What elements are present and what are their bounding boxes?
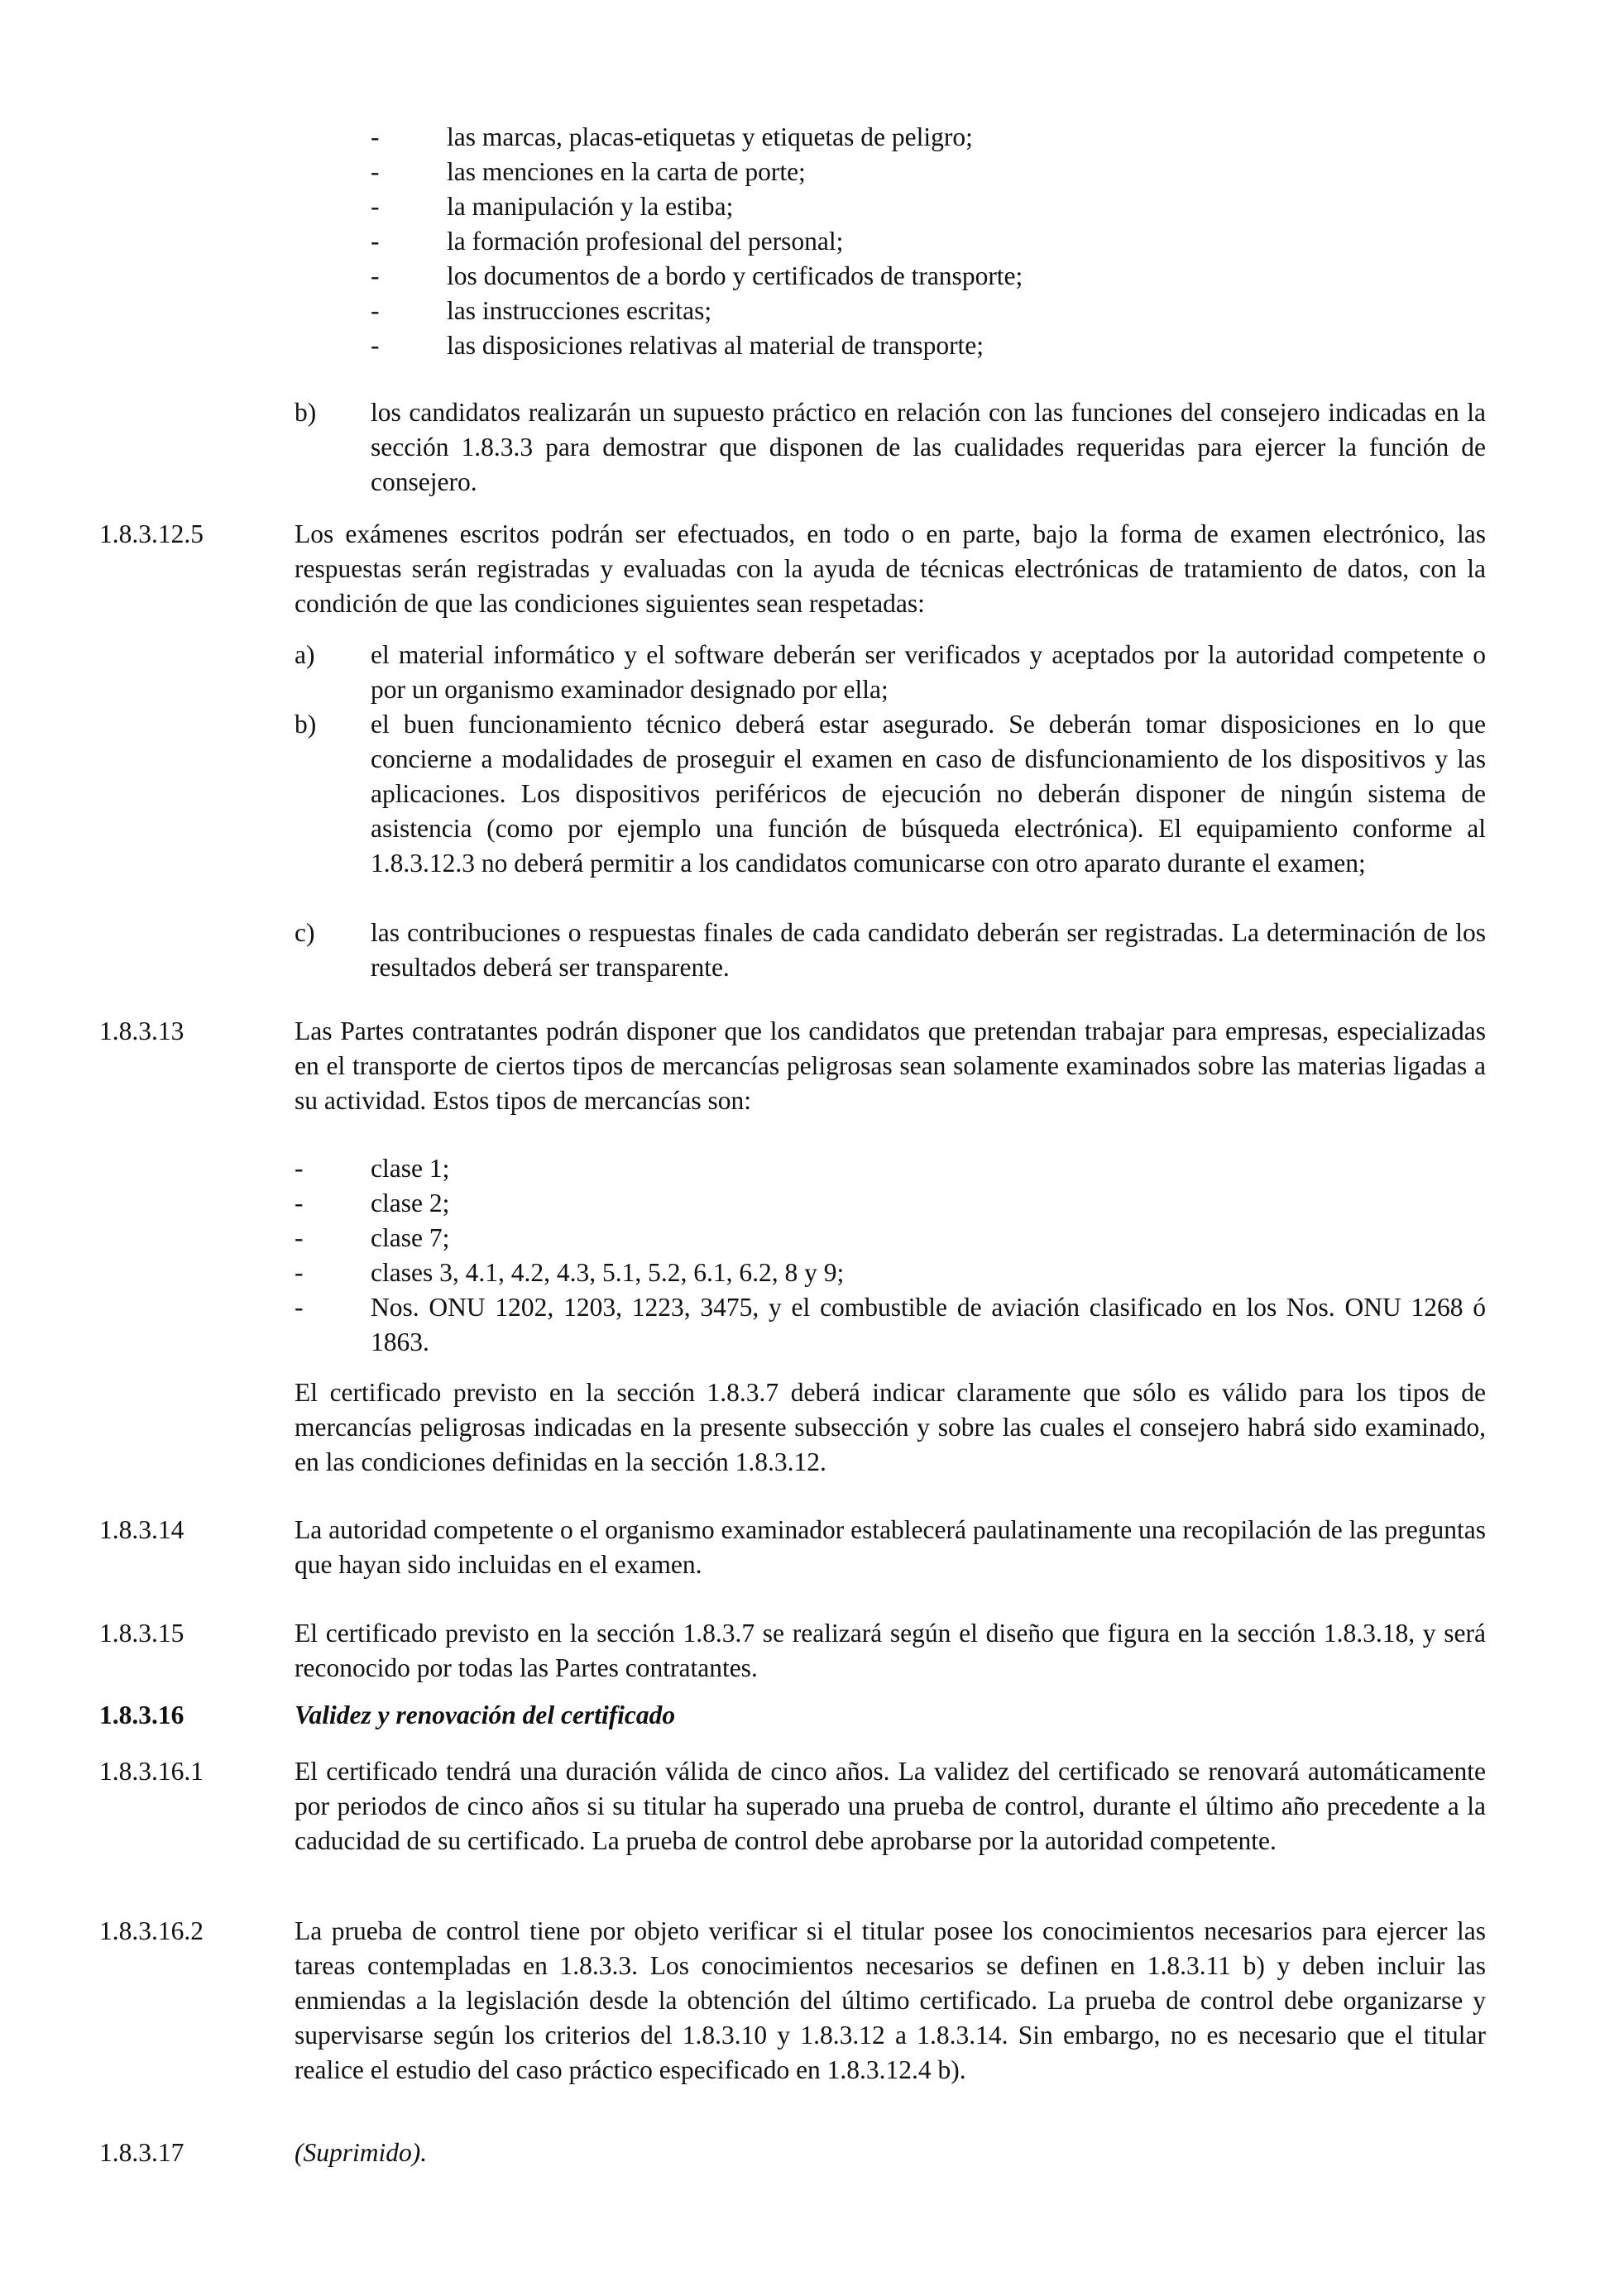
section-text: El certificado previsto en la sección 1.8.3.7 se realizará según el diseño que figura en la sección 1.8.3.18, y será reconocido por todas las Partes contratantes. [295,1619,1486,1682]
section-number: 1.8.3.13 [99,1016,184,1045]
section-text: El certificado tendrá una duración válida de cinco años. La validez del certificado se renovará automáticamente por periodos de cinco años si su titular ha superado una prueba de control, durante el último año precedente a la caducidad de su certificado. La prueba de control debe aprobarse por la autoridad competente. [295,1757,1486,1855]
section-number: 1.8.3.16.2 [99,1916,204,1945]
section-closing-text: El certificado previsto en la sección 1.8.3.7 deberá indicar claramente que sólo es válido para los tipos de mercancías peligrosas indicadas en la presente subsección y sobre las cuales el consejero habrá sido examinado, en las condiciones definidas en la sección 1.8.3.12. [295,1378,1486,1476]
bullet-dash: - [371,261,380,290]
section-number: 1.8.3.12.5 [99,519,204,548]
item-label: a) [295,640,315,669]
document-page: - las marcas, placas-etiquetas y etiquetas de peligro; - las menciones en la carta de porte; - la manipulación y la estiba; - la formación profesional del personal; - los documentos de a bordo y certificados de transporte; - las instrucciones escritas; - las disposiciones relativas al material de transporte; b) los candidatos realizarán un supuesto práctico en relación con las funciones del consejero indicadas en la sección 1.8.3.3 para demostrar que disponen de las cualidades requeridas para ejercer la función de consejero. 1.8.3.12.5 Los exámenes escritos podrán ser efectuados, en todo o en parte, bajo la forma de examen electrónico, las respuestas serán registradas y evaluadas con la ayuda de técnicas electrónicas de tratamiento de datos, con la condición de que las condiciones siguientes sean respetadas: a) el material informático y el software deberán ser verificados y aceptados por la autoridad competente o por un organismo examinador designado por ella; b) el buen funcionamiento técnico deberá estar asegurado. Se deberán tomar disposiciones en lo que concierne a modalidades de proseguir el examen en caso de disfuncionamiento de los dispositivos y las aplicaciones. Los dispositivos periféricos de ejecución no deberán disponer de ningún sistema de asistencia (como por ejemplo una función de búsqueda electrónica). El equipamiento conforme al 1.8.3.12.3 no deberá permitir a los candidatos comunicarse con otro aparato durante el examen; c) las contribuciones o respuestas finales de cada candidato deberán ser registradas. La determinación de los resultados deberá ser transparente. 1.8.3.13 Las Partes contratantes podrán disponer que los candidatos que pretendan trabajar para empresas, especializadas en el transporte de ciertos tipos de mercancías peligrosas sean solamente examinados sobre las materias ligadas a su actividad. Estos tipos de mercancías son: - clase 1; - clase 2; - clase 7; - clases 3, 4.1, 4.2, 4.3, 5.1, 5.2, 6.1, 6.2, 8 y 9; - Nos. ONU 1202, 1203, 1223, 3475, y el combustible de aviación clasificado en los Nos. ONU 1268 ó 1863. El certificado previsto en la sección 1.8.3.7 deberá indicar claramente que sólo es válido para los tipos de mercancías peligrosas indicadas en la presente subsección y sobre las cuales el consejero habrá sido examinado, en las condiciones definidas en la sección 1.8.3.12. 1.8.3.14 La autoridad competente o el organismo examinador establecerá paulatinamente una recopilación de las preguntas que hayan sido incluidas en el examen. 1.8.3.15 El certificado previsto en la sección 1.8.3.7 se realizará según el diseño que figura en la sección 1.8.3.18, y será reconocido por todas las Partes contratantes. 1.8.3.16 Validez y renovación del certificado 1.8.3.16.1 El certificado tendrá una duración válida de cinco años. La validez del certificado se renovará automáticamente por periodos de cinco años si su titular ha superado una prueba de control, durante el último año precedente a la caducidad de su certificado. La prueba de control debe aprobarse por la autoridad competente. 1.8.3.16.2 La prueba de control tiene por objeto verificar si el titular posee los conocimientos necesarios para ejercer las tareas contempladas en 1.8.3.3. Los conocimientos necesarios se definen en 1.8.3.11 b) y deben incluir las enmiendas a la legislación desde la obtención del último certificado. La prueba de control debe organizarse y supervisarse según los criterios del 1.8.3.10 y 1.8.3.12 a 1.8.3.14. Sin embargo, no es necesario que el titular realice el estudio del caso práctico especificado en 1.8.3.12.4 b). 1.8.3.17 (Suprimido). [0,0,1624,2296]
item-text: el buen funcionamiento técnico deberá estar asegurado. Se deberán tomar disposiciones en lo que concierne a modalidades de proseguir el examen en caso de disfuncionamiento de los dispositivos y las aplicaciones. Los dispositivos periféricos de ejecución no deberán disponer de ningún sistema de asistencia (como por ejemplo una función de búsqueda electrónica). El equipamiento conforme al 1.8.3.12.3 no deberá permitir a los candidatos comunicarse con otro aparato durante el examen; [371,710,1486,878]
item-text: el material informático y el software deberán ser verificados y aceptados por la autoridad competente o por un organismo examinador designado por ella; [371,640,1486,704]
bullet-dash: - [295,1223,304,1252]
bullet-dash: - [295,1293,304,1322]
item-label: b) [295,710,317,739]
item-text: las contribuciones o respuestas finales de cada candidato deberán ser registradas. La determinación de los resultados deberá ser transparente. [371,918,1486,982]
item-label: c) [295,918,315,947]
section-text: La autoridad competente o el organismo examinador establecerá paulatinamente una recopilación de las preguntas que hayan sido incluidas en el examen. [295,1515,1486,1579]
section-heading-number: 1.8.3.16 [99,1700,184,1729]
bullet-dash: - [371,122,380,151]
section-text: La prueba de control tiene por objeto verificar si el titular posee los conocimientos necesarios para ejercer las tareas contempladas en 1.8.3.3. Los conocimientos necesarios se definen en 1.8.3.11 b) y deben incluir las enmiendas a la legislación desde la obtención del último certificado. La prueba de control debe organizarse y supervisarse según los criterios del 1.8.3.10 y 1.8.3.12 a 1.8.3.14. Sin embargo, no es necesario que el titular realice el estudio del caso práctico especificado en 1.8.3.12.4 b). [295,1916,1486,2084]
bullet-dash: - [295,1258,304,1287]
section-number: 1.8.3.15 [99,1619,184,1648]
section-number: 1.8.3.17 [99,2138,184,2167]
section-number: 1.8.3.14 [99,1515,184,1544]
item-text: los candidatos realizarán un supuesto práctico en relación con las funciones del consejero indicadas en la sección 1.8.3.3 para demostrar que disponen de las cualidades requeridas para ejercer la función de consejero. [371,398,1486,496]
section-text: (Suprimido). [295,2138,428,2167]
bullet-dash: - [371,296,380,325]
bullet-dash: - [295,1154,304,1183]
bullet-dash: - [371,331,380,360]
bullet-dash: - [295,1189,304,1217]
bullet-dash: - [371,192,380,221]
item-label: b) [295,398,317,427]
bullet-dash: - [371,227,380,256]
bullet-dash: - [371,157,380,186]
section-number: 1.8.3.16.1 [99,1757,204,1786]
section-text: Los exámenes escritos podrán ser efectuados, en todo o en parte, bajo la forma de examen electrónico, las respuestas serán registradas y evaluadas con la ayuda de técnicas electrónicas de tratamiento de datos, con la condición de que las condiciones siguientes sean respetadas: [295,519,1486,618]
section-heading-title: Validez y renovación del certificado [295,1700,676,1729]
section-text: Las Partes contratantes podrán disponer que los candidatos que pretendan trabajar para empresas, especializadas en el transporte de ciertos tipos de mercancías peligrosas sean solamente examinados sobre las materias ligadas a su actividad. Estos tipos de mercancías son: [295,1016,1486,1115]
